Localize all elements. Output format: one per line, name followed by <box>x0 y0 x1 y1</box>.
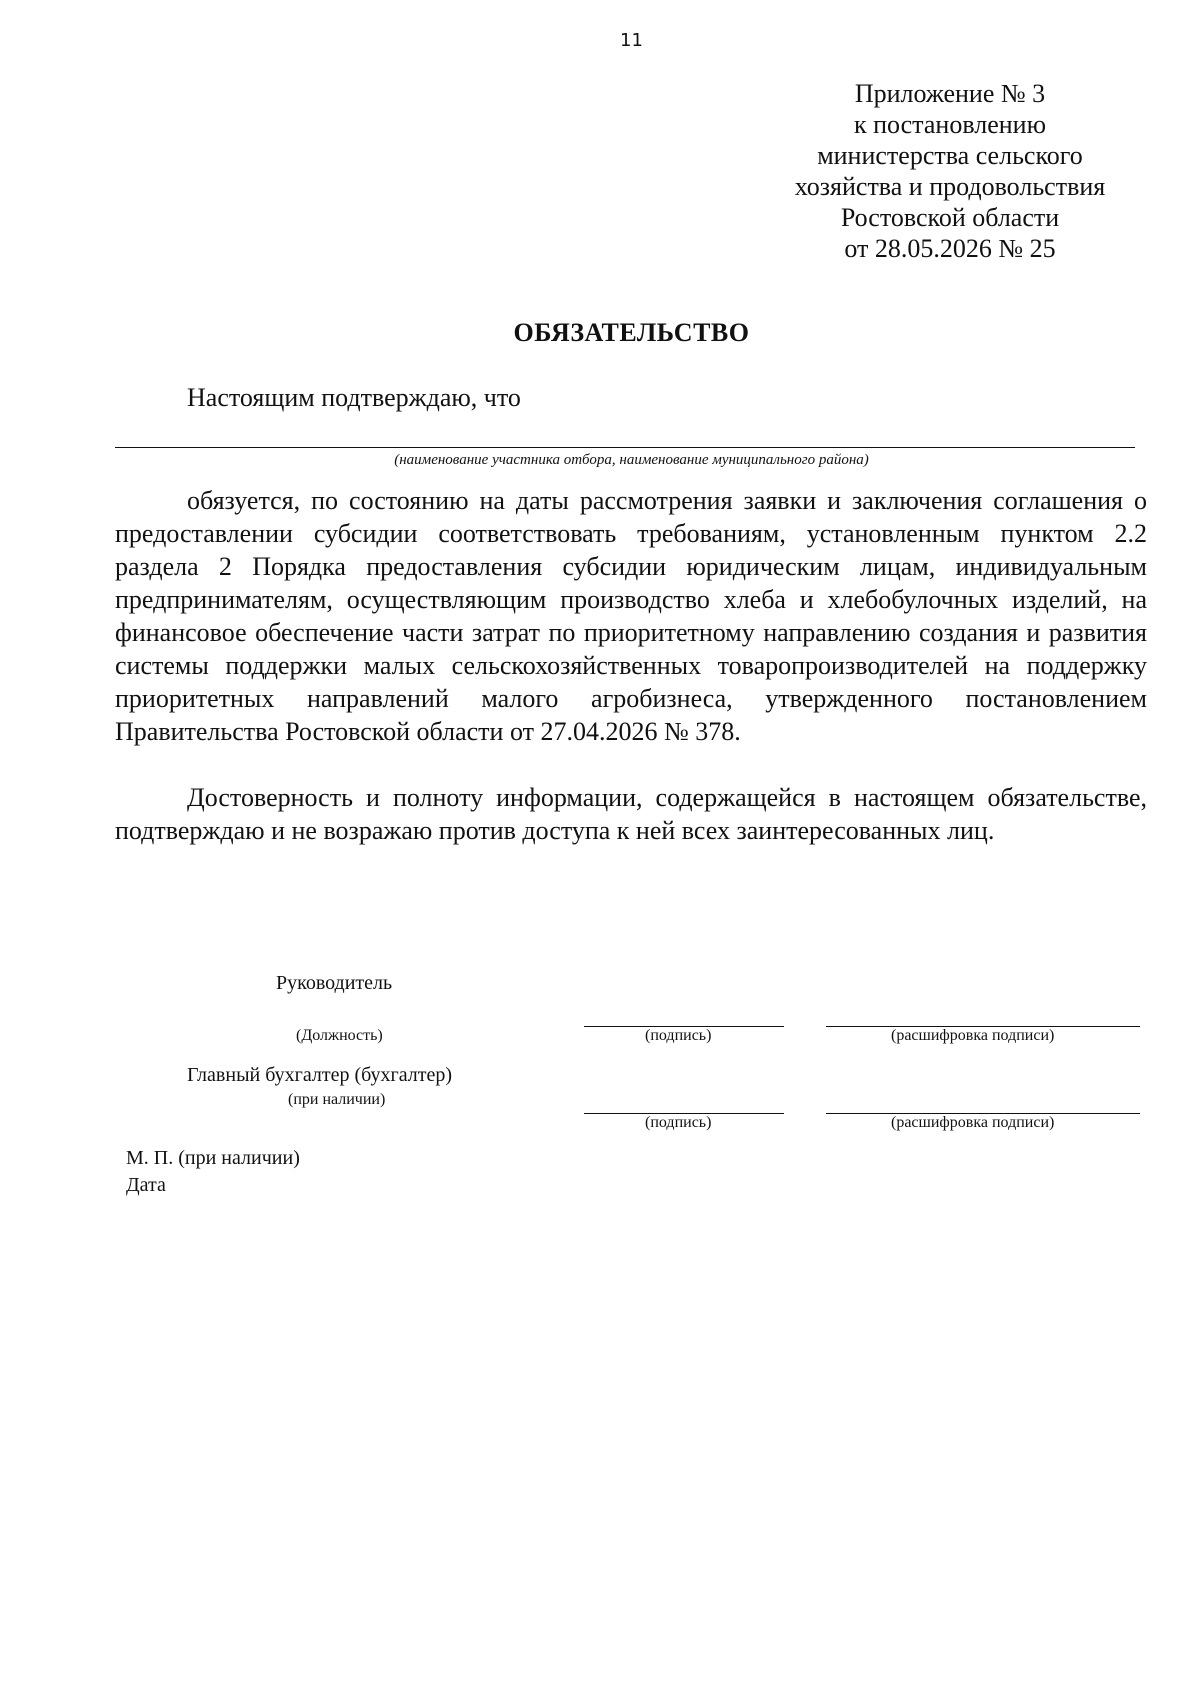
appendix-line: министерства сельского <box>817 141 1083 170</box>
appendix-line: хозяйства и продовольствия <box>794 172 1106 201</box>
appendix-line: от 28.05.2026 № 25 <box>844 234 1056 263</box>
head-signature-caption: (подпись) <box>645 1027 712 1044</box>
date-label: Дата <box>126 1174 166 1196</box>
appendix-line: к постановлению <box>853 110 1047 139</box>
appendix-line: Ростовской области <box>840 203 1060 232</box>
head-label: Руководитель <box>276 972 393 994</box>
confirmation-paragraph: Достоверность и полноту информации, содержащейся в настоящем обязательстве, подтверждаю и не возражаю против доступа к ней всех заинтересованных лиц. <box>115 783 1147 845</box>
accountant-signature-caption: (подпись) <box>645 1114 712 1131</box>
stamp-label: М. П. (при наличии) <box>126 1147 300 1169</box>
page-number: 11 <box>620 30 643 51</box>
position-caption: (Должность) <box>296 1027 383 1044</box>
document-title: ОБЯЗАТЕЛЬСТВО <box>513 318 750 347</box>
participant-fill-caption: (наименование участника отбора, наименование муниципального района) <box>394 452 869 468</box>
accountant-note: (при наличии) <box>288 1091 386 1108</box>
intro-text: Настоящим подтверждаю, что <box>187 383 521 412</box>
head-decode-caption: (расшифровка подписи) <box>891 1027 1055 1044</box>
accountant-decode-caption: (расшифровка подписи) <box>891 1114 1055 1131</box>
appendix-header <box>770 78 1130 264</box>
appendix-line: Приложение № 3 <box>854 79 1046 108</box>
accountant-label: Главный бухгалтер (бухгалтер) <box>187 1064 453 1086</box>
participant-fill-line <box>115 447 1135 448</box>
obligation-paragraph: обязуется, по состоянию на даты рассмотрения заявки и заключения соглашения о предоставлении субсидии соответствовать требованиям, установленным пунктом 2.2 раздела 2 Порядка предоставления субсидии юридическим лицам, индивидуальным предпринимателям, осуществляющим производство хлеба и хлебобулочных изделий, на финансовое обеспечение части затрат по приоритетному направлению создания и развития системы поддержки малых сельскохозяйственных товаропроизводителей на поддержку приоритетных направлений малого агробизнеса, утвержденного постановлением Правительства Ростовской области от 27.04.2026 № 378. <box>115 486 1147 746</box>
